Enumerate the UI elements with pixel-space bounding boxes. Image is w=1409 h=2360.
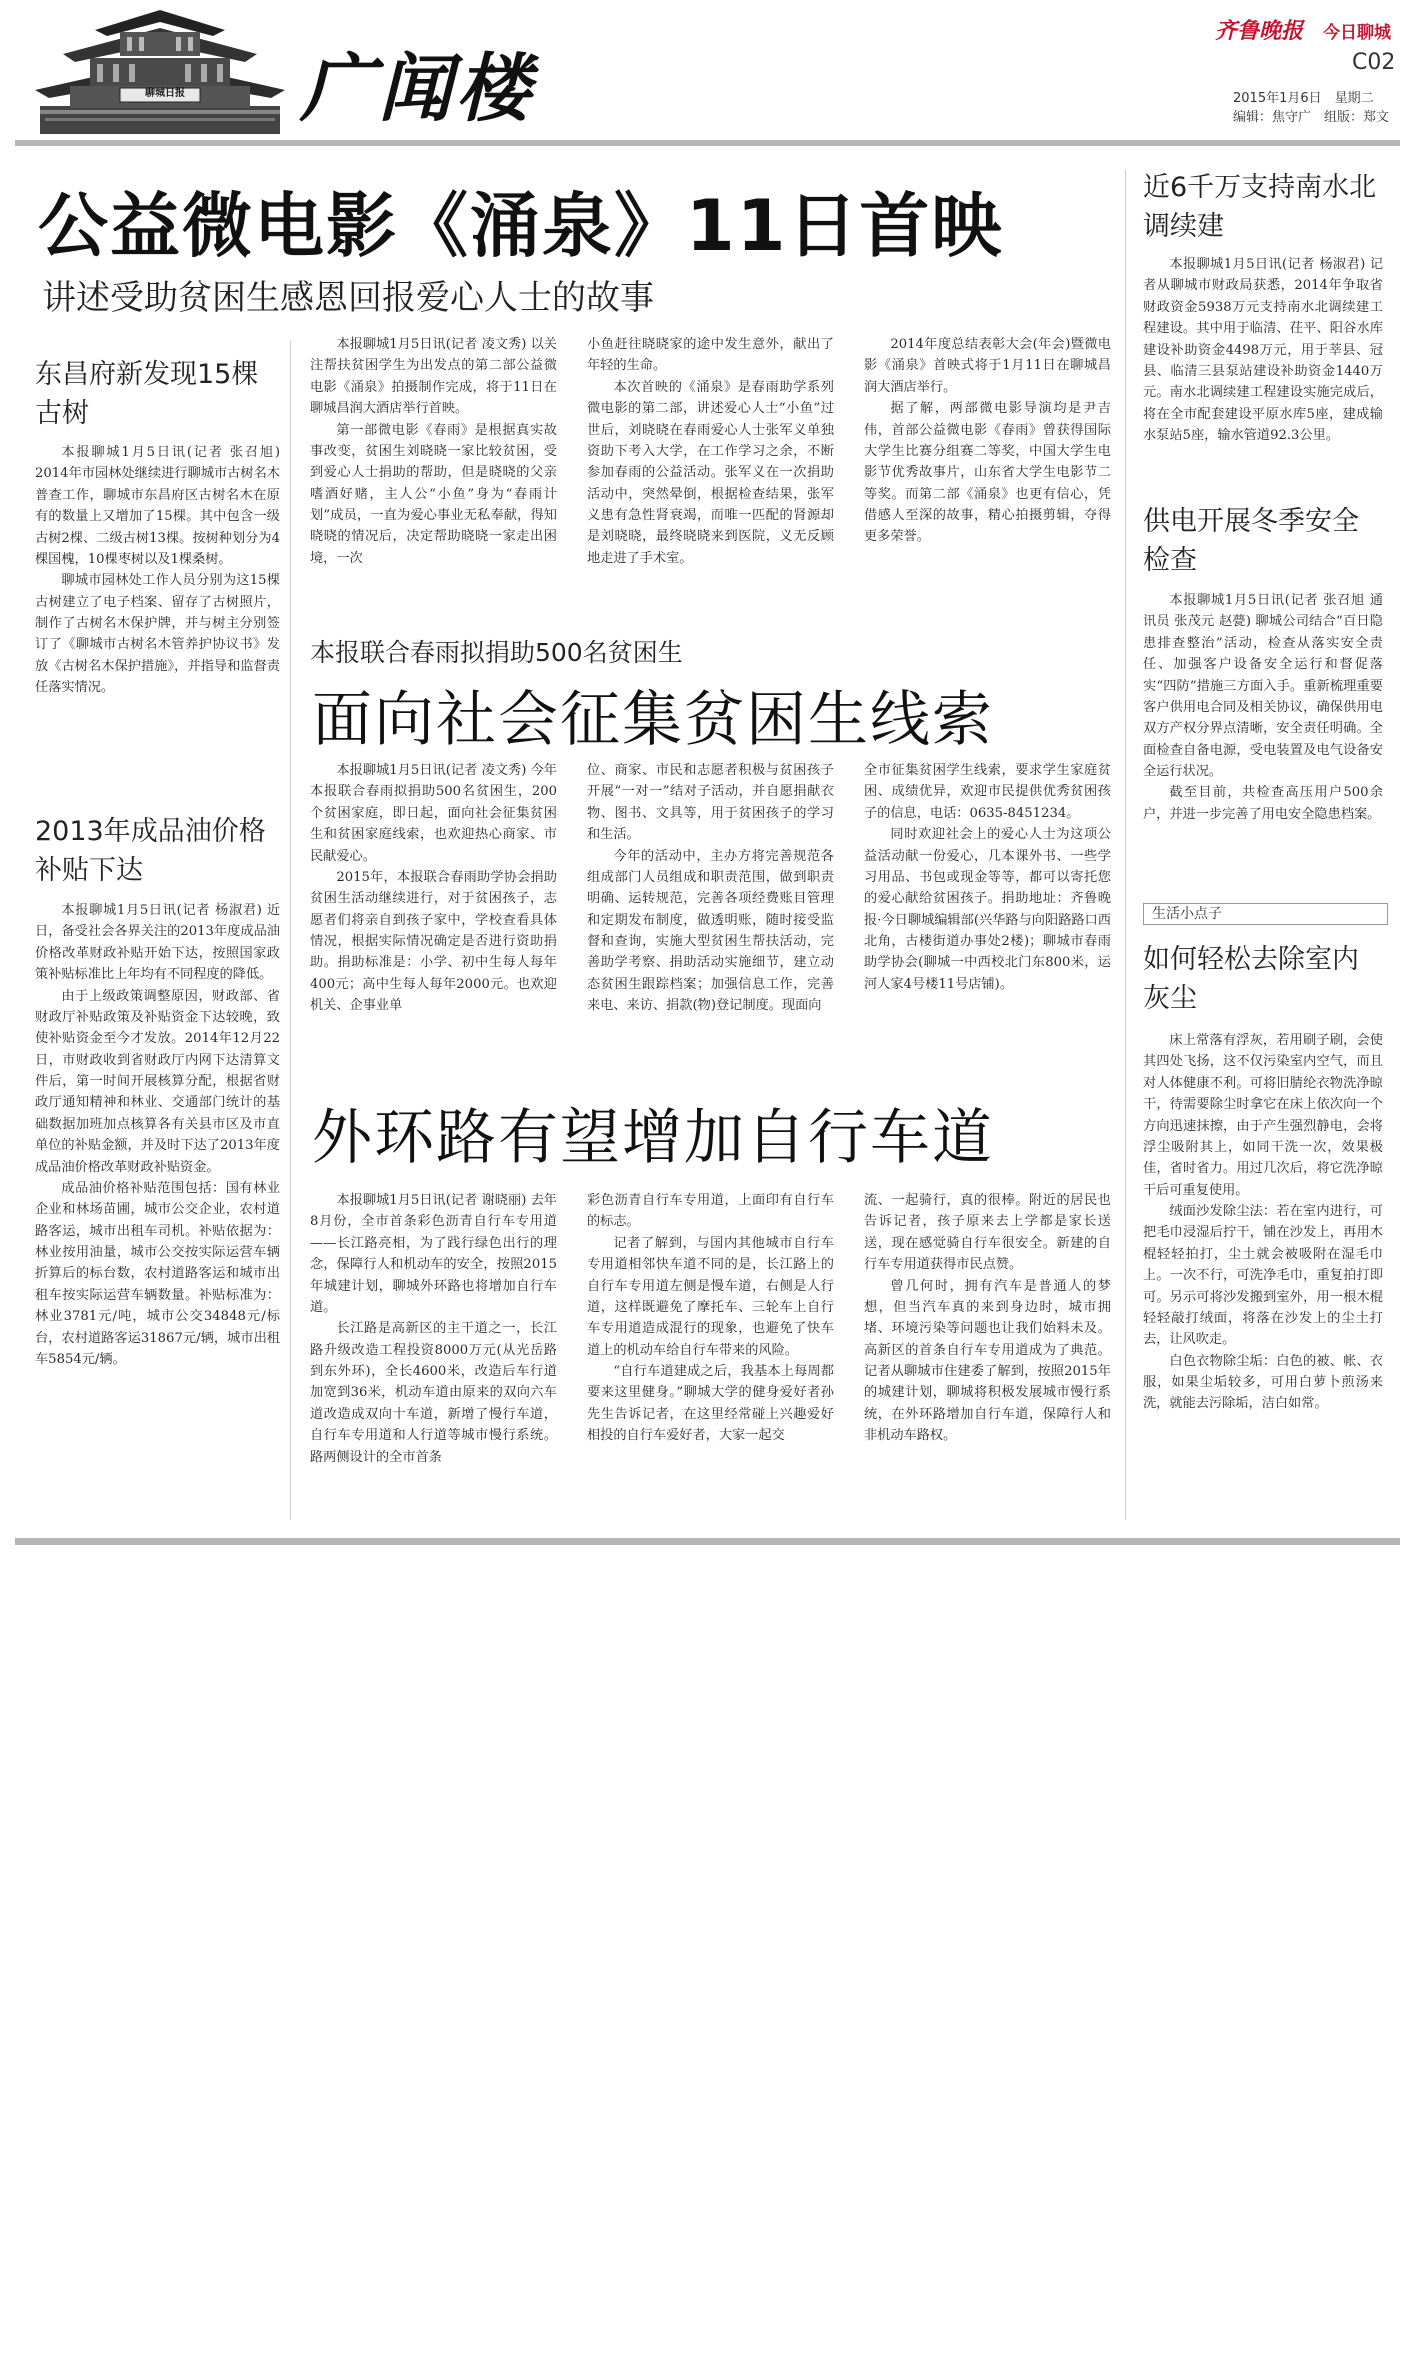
- paragraph: 白色衣物除尘垢：白色的被、帐、衣服，如果尘垢较多，可用白萝卜煎汤来洗，就能去污除垢，洁白如常。: [1143, 1353, 1383, 1412]
- brief-headline: 如何轻松去除室内灰尘: [1143, 944, 1359, 1015]
- paragraph: 本报聊城1月5日讯(记者 谢晓丽) 去年8月份，全市首条彩色沥青自行车专用道——长江路亮相，为了践行绿色出行的理念，保障行人和机动车的安全，按照2015年城建计划，聊城外环路也将增加自行车道。: [310, 1193, 557, 1315]
- paragraph: 彩色沥青自行车专用道，上面印有自行车的标志。: [587, 1193, 834, 1230]
- editors-line: 编辑：焦守广 组版：郑文: [1233, 110, 1390, 125]
- column-divider: [1125, 170, 1126, 1520]
- edition-label: 今日聊城: [1323, 23, 1391, 43]
- bike-column-2: [587, 1190, 834, 1510]
- bottom-rule: [15, 1538, 1400, 1545]
- section-title: 广闻楼: [300, 46, 534, 132]
- brief-body: [1143, 590, 1383, 890]
- story-headline: 面向社会征集贫困生线索: [312, 685, 994, 755]
- lead-column-1: [310, 334, 557, 614]
- paragraph: 成品油价格补贴范围包括：国有林业企业和林场苗圃，城市公交企业，农村道路客运，城市出租车司机。补贴依据为：林业按用油量，城市公交按实际运营车辆折算后的标台数，农村道路客运和城市出租车按实际运营车辆数量。补贴标准为：林业3781元/吨，城市公交34848元/标台，农村道路客运31867元/辆，城市出租车5854元/辆。: [35, 1180, 280, 1367]
- paragraph: 曾几何时，拥有汽车是普通人的梦想，但当汽车真的来到身边时，城市拥堵、环境污染等问题也让我们始料未及。高新区的首条自行车专用道成为了典范。记者从聊城市住建委了解到，按照2015年的城建计划，聊城将积极发展城市慢行系统，在外环路增加自行车道，保障行人和非机动车路权。: [864, 1278, 1111, 1444]
- lead-headline: 公益微电影《涌泉》11日首映: [38, 185, 1004, 267]
- lead-subheadline: 讲述受助贫困生感恩回报爱心人士的故事: [42, 278, 654, 318]
- paragraph: 截至目前，共检查高压用户500余户，并进一步完善了用电安全隐患档案。: [1143, 785, 1383, 822]
- students-column-1: [310, 760, 557, 1065]
- brief-body: [1143, 1030, 1383, 1515]
- paragraph: 小鱼赶往晓晓家的途中发生意外，献出了年轻的生命。: [587, 337, 834, 374]
- paragraph: 本报聊城1月5日讯(记者 张召旭) 2014年市园林处继续进行聊城市古树名木普查工作，聊城市东昌府区古树名木在原有的数量上又增加了15棵。其中包含一级古树2棵、二级古树13棵。按树种划分为4棵国槐，10棵枣树以及1棵桑树。: [35, 445, 280, 567]
- paragraph: 2014年度总结表彰大会(年会)暨微电影《涌泉》首映式将于1月11日在聊城昌润大酒店举行。: [864, 337, 1111, 395]
- paragraph: 记者了解到，与国内其他城市自行车专用道相邻快车道不同的是，长江路上的自行车专用道左侧是慢车道，右侧是人行道，这样既避免了摩托车、三轮车上自行车专用道造成混行的现象，也避免了快车道上的机动车给自行车带来的风险。: [587, 1235, 834, 1358]
- paragraph: 位、商家、市民和志愿者积极与贫困孩子开展“一对一”结对子活动，并自愿捐献衣物、图书、文具等，用于贫困孩子的学习和生活。: [587, 763, 834, 843]
- paragraph: 流、一起骑行，真的很棒。附近的居民也告诉记者，孩子原来去上学都是家长送送，现在感觉骑自行车很安全。新建的自行车专用道获得市民点赞。: [864, 1193, 1111, 1273]
- story-headline: 外环路有望增加自行车道: [312, 1103, 994, 1173]
- masthead: [0, 0, 1409, 152]
- brief-headline: 东昌府新发现15棵古树: [35, 359, 259, 430]
- paragraph: 本报聊城1月5日讯(记者 凌文秀) 以关注帮扶贫困学生为出发点的第二部公益微电影《涌泉》拍摄制作完成，将于11日在聊城昌润大酒店举行首映。: [310, 337, 557, 417]
- bike-column-3: [864, 1190, 1111, 1510]
- students-column-3: [864, 760, 1111, 1065]
- column-tag: 生活小点子: [1143, 903, 1388, 925]
- paragraph: 床上常落有浮灰，若用刷子刷，会使其四处飞扬，这不仅污染室内空气，而且对人体健康不利。可将旧腈纶衣物洗净晾干，待需要除尘时拿它在床上依次向一个方向迅速抹擦，由于产生强烈静电，会将浮尘吸附其上，如同干洗一次，效果极佳，省时省力。用过几次后，将它洗净晾干后可重复使用。: [1143, 1033, 1383, 1198]
- paragraph: 聊城市园林处工作人员分别为这15棵古树建立了电子档案、留存了古树照片，制作了古树名木保护牌，并与树主分别签订了《聊城市古树名木管养护协议书》发放《古树名木保护措施》，并指导和监督责任落实情况。: [35, 573, 280, 696]
- story-kicker: 本报联合春雨拟捐助500名贫困生: [310, 638, 683, 667]
- brief-body: [1143, 254, 1383, 499]
- paragraph: 由于上级政策调整原因，财政部、省财政厅补贴政策及补贴资金下达较晚，致使补贴资金至今才发放。2014年12月22日，市财政收到省财政厅内网下达清算文件后，第一时间开展核算分配，根据省财政厅通知精神和林业、交通部门统计的基础数据加班加点核算各有关县市区及市直单位的补贴金额，并及时下达了2013年度成品油价格改革财政补贴资金。: [35, 988, 280, 1175]
- tower-plaque: 聊城日报: [145, 88, 185, 99]
- brief-headline: 供电开展冬季安全检查: [1143, 506, 1359, 577]
- paragraph: 本报聊城1月5日讯(记者 杨淑君) 近日，备受社会各界关注的2013年度成品油价格改革财政补贴开始下达，按照国家政策补贴标准比上年均有不同程度的降低。: [35, 903, 280, 983]
- paper-logo: 齐鲁晚报: [1215, 18, 1304, 44]
- brief-body: [35, 900, 280, 1515]
- brief-body: [35, 442, 280, 777]
- brief-headline: 近6千万支持南水北调续建: [1143, 172, 1377, 243]
- bike-column-1: [310, 1190, 557, 1510]
- paragraph: 本报聊城1月5日讯(记者 张召旭 通讯员 张茂元 赵甍) 聊城公司结合“百日隐患排查整治”活动，检查从落实安全责任、加强客户设备安全运行和督促落实“四防”措施三方面入手。重新梳理重要客户供用电合同及相关协议，确保供用电双方产权分界点清晰，安全责任明确。全面检查自备电源，受电装置及电气设备安全运行状况。: [1143, 593, 1383, 779]
- paragraph: 今年的活动中，主办方将完善规范各组成部门人员组成和职责范围，做到职责明确、运转规范，完善各项经费账目管理和定期发布制度，做透明账，随时接受监督和查询，实施大型贫困生帮扶活动，完善助学考察、捐助活动实施细节，建立动态贫困生跟踪档案；加强信息工作，完善来电、来访、捐款(物)登记制度。现面向: [587, 848, 834, 1014]
- dateline: 2015年1月6日 星期二: [1233, 91, 1374, 106]
- paragraph: 绒面沙发除尘法：若在室内进行，可把毛巾浸湿后拧干，铺在沙发上，再用木棍轻轻拍打，尘土就会被吸附在湿毛巾上。一次不行，可洗净毛巾，重复拍打即可。另示可将沙发搬到室外，用一根木棍轻轻敲打绒面，将落在沙发上的尘土打去，让风吹走。: [1143, 1204, 1383, 1348]
- lead-column-2: [587, 334, 834, 614]
- paragraph: 本报聊城1月5日讯(记者 杨淑君) 记者从聊城市财政局获悉，2014年争取省财政资金5938万元支持南水北调续建工程建设。其中用于临清、茌平、阳谷水库建设补助资金4498万元，用于莘县、冠县、临清三县泵站建设补助资金1440万元。南水北调续建工程建设实施完成后，将在全市配套建设平原水库5座，建成输水泵站5座，输水管道92.3公里。: [1143, 257, 1383, 443]
- page-number: C02: [1352, 50, 1396, 75]
- paragraph: 长江路是高新区的主干道之一，长江路升级改造工程投资8000万元(从光岳路到东外环)，全长4600米，改造后车行道加宽到36米，机动车道由原来的双向六车道改造成双向十车道，新增了慢行车道，自行车专用道和人行道等城市慢行系统。路两侧设计的全市首条: [310, 1321, 557, 1465]
- tower-illustration: [35, 6, 285, 136]
- paragraph: 全市征集贫困学生线索，要求学生家庭贫困、成绩优异，欢迎市民提供优秀贫困孩子的信息，电话：0635-8451234。: [864, 763, 1111, 821]
- students-column-2: [587, 760, 834, 1065]
- paragraph: 同时欢迎社会上的爱心人士为这项公益活动献一份爱心，几本课外书、一些学习用品、书包或现金等等，都可以寄托您的爱心献给贫困孩子。捐助地址：齐鲁晚报·今日聊城编辑部(兴华路与向阳路路口西北角，古楼街道办事处2楼)；聊城市春雨助学协会(聊城一中西校北门东800米，运河人家4号楼11号店铺)。: [864, 827, 1111, 992]
- paragraph: 本报聊城1月5日讯(记者 凌文秀) 今年本报联合春雨拟捐助500名贫困生，200个贫困家庭，即日起，面向社会征集贫困生和贫困家庭线索，也欢迎热心商家、市民献爱心。: [310, 763, 557, 864]
- column-divider: [290, 340, 291, 1520]
- paragraph: 据了解，两部微电影导演均是尹吉伟，首部公益微电影《春雨》曾获得国际大学生比赛分组赛二等奖，中国大学生电影节优秀故事片，山东省大学生电影节二等奖。而第二部《涌泉》也更有信心，凭借感人至深的故事，精心拍摄剪辑，夺得更多荣誉。: [864, 401, 1111, 545]
- paragraph: “自行车道建成之后，我基本上每周都要来这里健身。”聊城大学的健身爱好者孙先生告诉记者，在这里经常碰上兴趣爱好相投的自行车爱好者，大家一起交: [587, 1364, 834, 1444]
- brief-headline: 2013年成品油价格补贴下达: [35, 816, 266, 887]
- paragraph: 第一部微电影《春雨》是根据真实故事改变，贫困生刘晓晓一家比较贫困，受到爱心人士捐助的帮助，但是晓晓的父亲嗜酒好赌，主人公“小鱼”身为“春雨计划”成员，一直为爱心事业无私奉献，得知晓晓的情况后，决定帮助晓晓一家走出困境，一次: [310, 422, 557, 566]
- paragraph: 2015年，本报联合春雨助学协会捐助贫困生活动继续进行，对于贫困孩子，志愿者们将亲自到孩子家中，学校查看具体情况，根据实际情况确定是否进行资助捐助。捐助标准是：小学、初中生每人每年400元；高中生每人每年2000元。也欢迎机关、企事业单: [310, 869, 557, 1014]
- lead-column-3: [864, 334, 1111, 614]
- top-rule: [15, 140, 1400, 146]
- paragraph: 本次首映的《涌泉》是春雨助学系列微电影的第二部，讲述爱心人士“小鱼”过世后，刘晓晓在春雨爱心人士张军义单独资助下考入大学，在工作学习之余，不断参加春雨的公益活动。张军义在一次捐助活动中，突然晕倒，根据检查结果，张军义患有急性肾衰竭，而唯一匹配的肾源却是刘晓晓，最终晓晓来到医院，义无反顾地走进了手术室。: [587, 379, 834, 566]
